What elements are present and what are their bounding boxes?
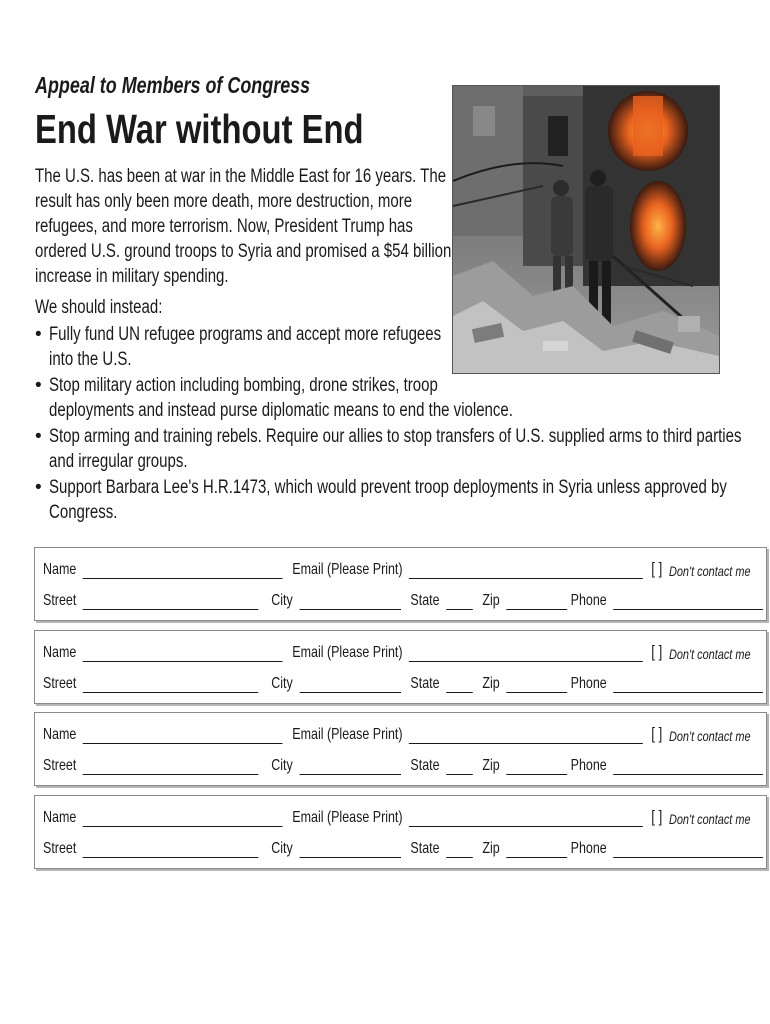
phone-field[interactable] <box>613 758 763 775</box>
street-field[interactable] <box>83 841 259 858</box>
name-field[interactable] <box>83 645 283 662</box>
signature-row-1 <box>43 559 751 581</box>
city-field[interactable] <box>299 758 400 775</box>
state-label: State <box>410 592 440 609</box>
phone-field[interactable] <box>613 841 763 858</box>
zip-field[interactable] <box>506 841 567 858</box>
signature-row-2 <box>43 840 763 862</box>
email-label: Email (Please Print) <box>292 726 403 743</box>
bullet-1-line-2: into the U.S. <box>49 349 132 370</box>
state-label: State <box>410 840 440 857</box>
email-label: Email (Please Print) <box>292 644 403 661</box>
instead-label: We should instead: <box>35 297 163 318</box>
email-field[interactable] <box>409 562 643 579</box>
zip-label: Zip <box>482 840 500 857</box>
intro-line-1: The U.S. has been at war in the Middle East for 16 years. The <box>35 166 447 187</box>
dont-contact-label: Don't contact me <box>668 811 751 827</box>
city-label: City <box>271 592 293 609</box>
city-label: City <box>271 840 293 857</box>
name-field[interactable] <box>83 810 283 827</box>
phone-label: Phone <box>570 675 607 692</box>
state-label: State <box>410 675 440 692</box>
email-field[interactable] <box>409 810 643 827</box>
street-label: Street <box>43 757 77 774</box>
page-title: End War without End <box>35 106 364 152</box>
city-field[interactable] <box>299 676 400 693</box>
zip-field[interactable] <box>506 758 567 775</box>
dont-contact-label: Don't contact me <box>668 563 751 579</box>
city-field[interactable] <box>299 841 400 858</box>
zip-label: Zip <box>482 757 500 774</box>
bullet-marker: • <box>35 477 42 498</box>
dont-contact-checkbox[interactable]: [ ] <box>651 559 663 578</box>
phone-field[interactable] <box>613 593 763 610</box>
dont-contact-checkbox[interactable]: [ ] <box>651 642 663 661</box>
phone-field[interactable] <box>613 676 763 693</box>
state-field[interactable] <box>446 676 473 693</box>
bullet-2-line-1: Stop military action including bombing, drone strikes, troop <box>49 375 438 396</box>
phone-label: Phone <box>570 840 607 857</box>
intro-line-2: result has only been more death, more destruction, more <box>35 191 413 212</box>
bullet-3-line-2: and irregular groups. <box>49 451 188 472</box>
name-label: Name <box>43 561 77 578</box>
intro-line-4: ordered U.S. ground troops to Syria and promised a $54 billion <box>35 241 452 262</box>
email-field[interactable] <box>409 645 643 662</box>
street-label: Street <box>43 592 77 609</box>
bullet-1-line-1: Fully fund UN refugee programs and accept more refugees <box>49 324 442 345</box>
name-label: Name <box>43 726 77 743</box>
email-field[interactable] <box>409 727 643 744</box>
name-field[interactable] <box>83 727 283 744</box>
signature-row-1 <box>43 724 751 746</box>
state-field[interactable] <box>446 758 473 775</box>
state-field[interactable] <box>446 593 473 610</box>
signature-row-2 <box>43 675 763 697</box>
email-label: Email (Please Print) <box>292 561 403 578</box>
street-label: Street <box>43 675 77 692</box>
phone-label: Phone <box>570 592 607 609</box>
city-label: City <box>271 757 293 774</box>
zip-field[interactable] <box>506 593 567 610</box>
dont-contact-checkbox[interactable]: [ ] <box>651 724 663 743</box>
city-field[interactable] <box>299 593 400 610</box>
signature-row-1 <box>43 642 751 664</box>
dont-contact-checkbox[interactable]: [ ] <box>651 807 663 826</box>
name-field[interactable] <box>83 562 283 579</box>
signature-entry <box>34 547 767 621</box>
bullet-4-line-1: Support Barbara Lee's H.R.1473, which would prevent troop deployments in Syria unless approved by <box>49 477 727 498</box>
phone-label: Phone <box>570 757 607 774</box>
signature-row-2 <box>43 757 763 779</box>
zip-field[interactable] <box>506 676 567 693</box>
street-field[interactable] <box>83 758 259 775</box>
signature-entry <box>34 712 767 786</box>
bullet-2-line-2: deployments and instead purse diplomatic means to end the violence. <box>49 400 513 421</box>
signature-row-1 <box>43 807 751 829</box>
intro-line-3: refugees, and more terrorism. Now, President Trump has <box>35 216 413 237</box>
state-label: State <box>410 757 440 774</box>
bullet-4-line-2: Congress. <box>49 502 118 523</box>
name-label: Name <box>43 809 77 826</box>
signature-entry <box>34 795 767 869</box>
bullet-3-line-1: Stop arming and training rebels. Require our allies to stop transfers of U.S. supplied arms to third parties <box>49 426 742 447</box>
rubble-rescue-photo <box>452 85 720 374</box>
bullet-marker: • <box>35 375 42 396</box>
name-label: Name <box>43 644 77 661</box>
signature-row-2 <box>43 592 763 614</box>
signature-entry <box>34 630 767 704</box>
street-field[interactable] <box>83 676 259 693</box>
zip-label: Zip <box>482 592 500 609</box>
appeal-subtitle: Appeal to Members of Congress <box>35 72 311 98</box>
email-label: Email (Please Print) <box>292 809 403 826</box>
city-label: City <box>271 675 293 692</box>
dont-contact-label: Don't contact me <box>668 646 751 662</box>
street-field[interactable] <box>83 593 259 610</box>
state-field[interactable] <box>446 841 473 858</box>
zip-label: Zip <box>482 675 500 692</box>
photo-illustration <box>453 86 719 373</box>
bullet-marker: • <box>35 426 42 447</box>
bullet-marker: • <box>35 324 42 345</box>
intro-line-5: increase in military spending. <box>35 266 229 287</box>
dont-contact-label: Don't contact me <box>668 728 751 744</box>
street-label: Street <box>43 840 77 857</box>
